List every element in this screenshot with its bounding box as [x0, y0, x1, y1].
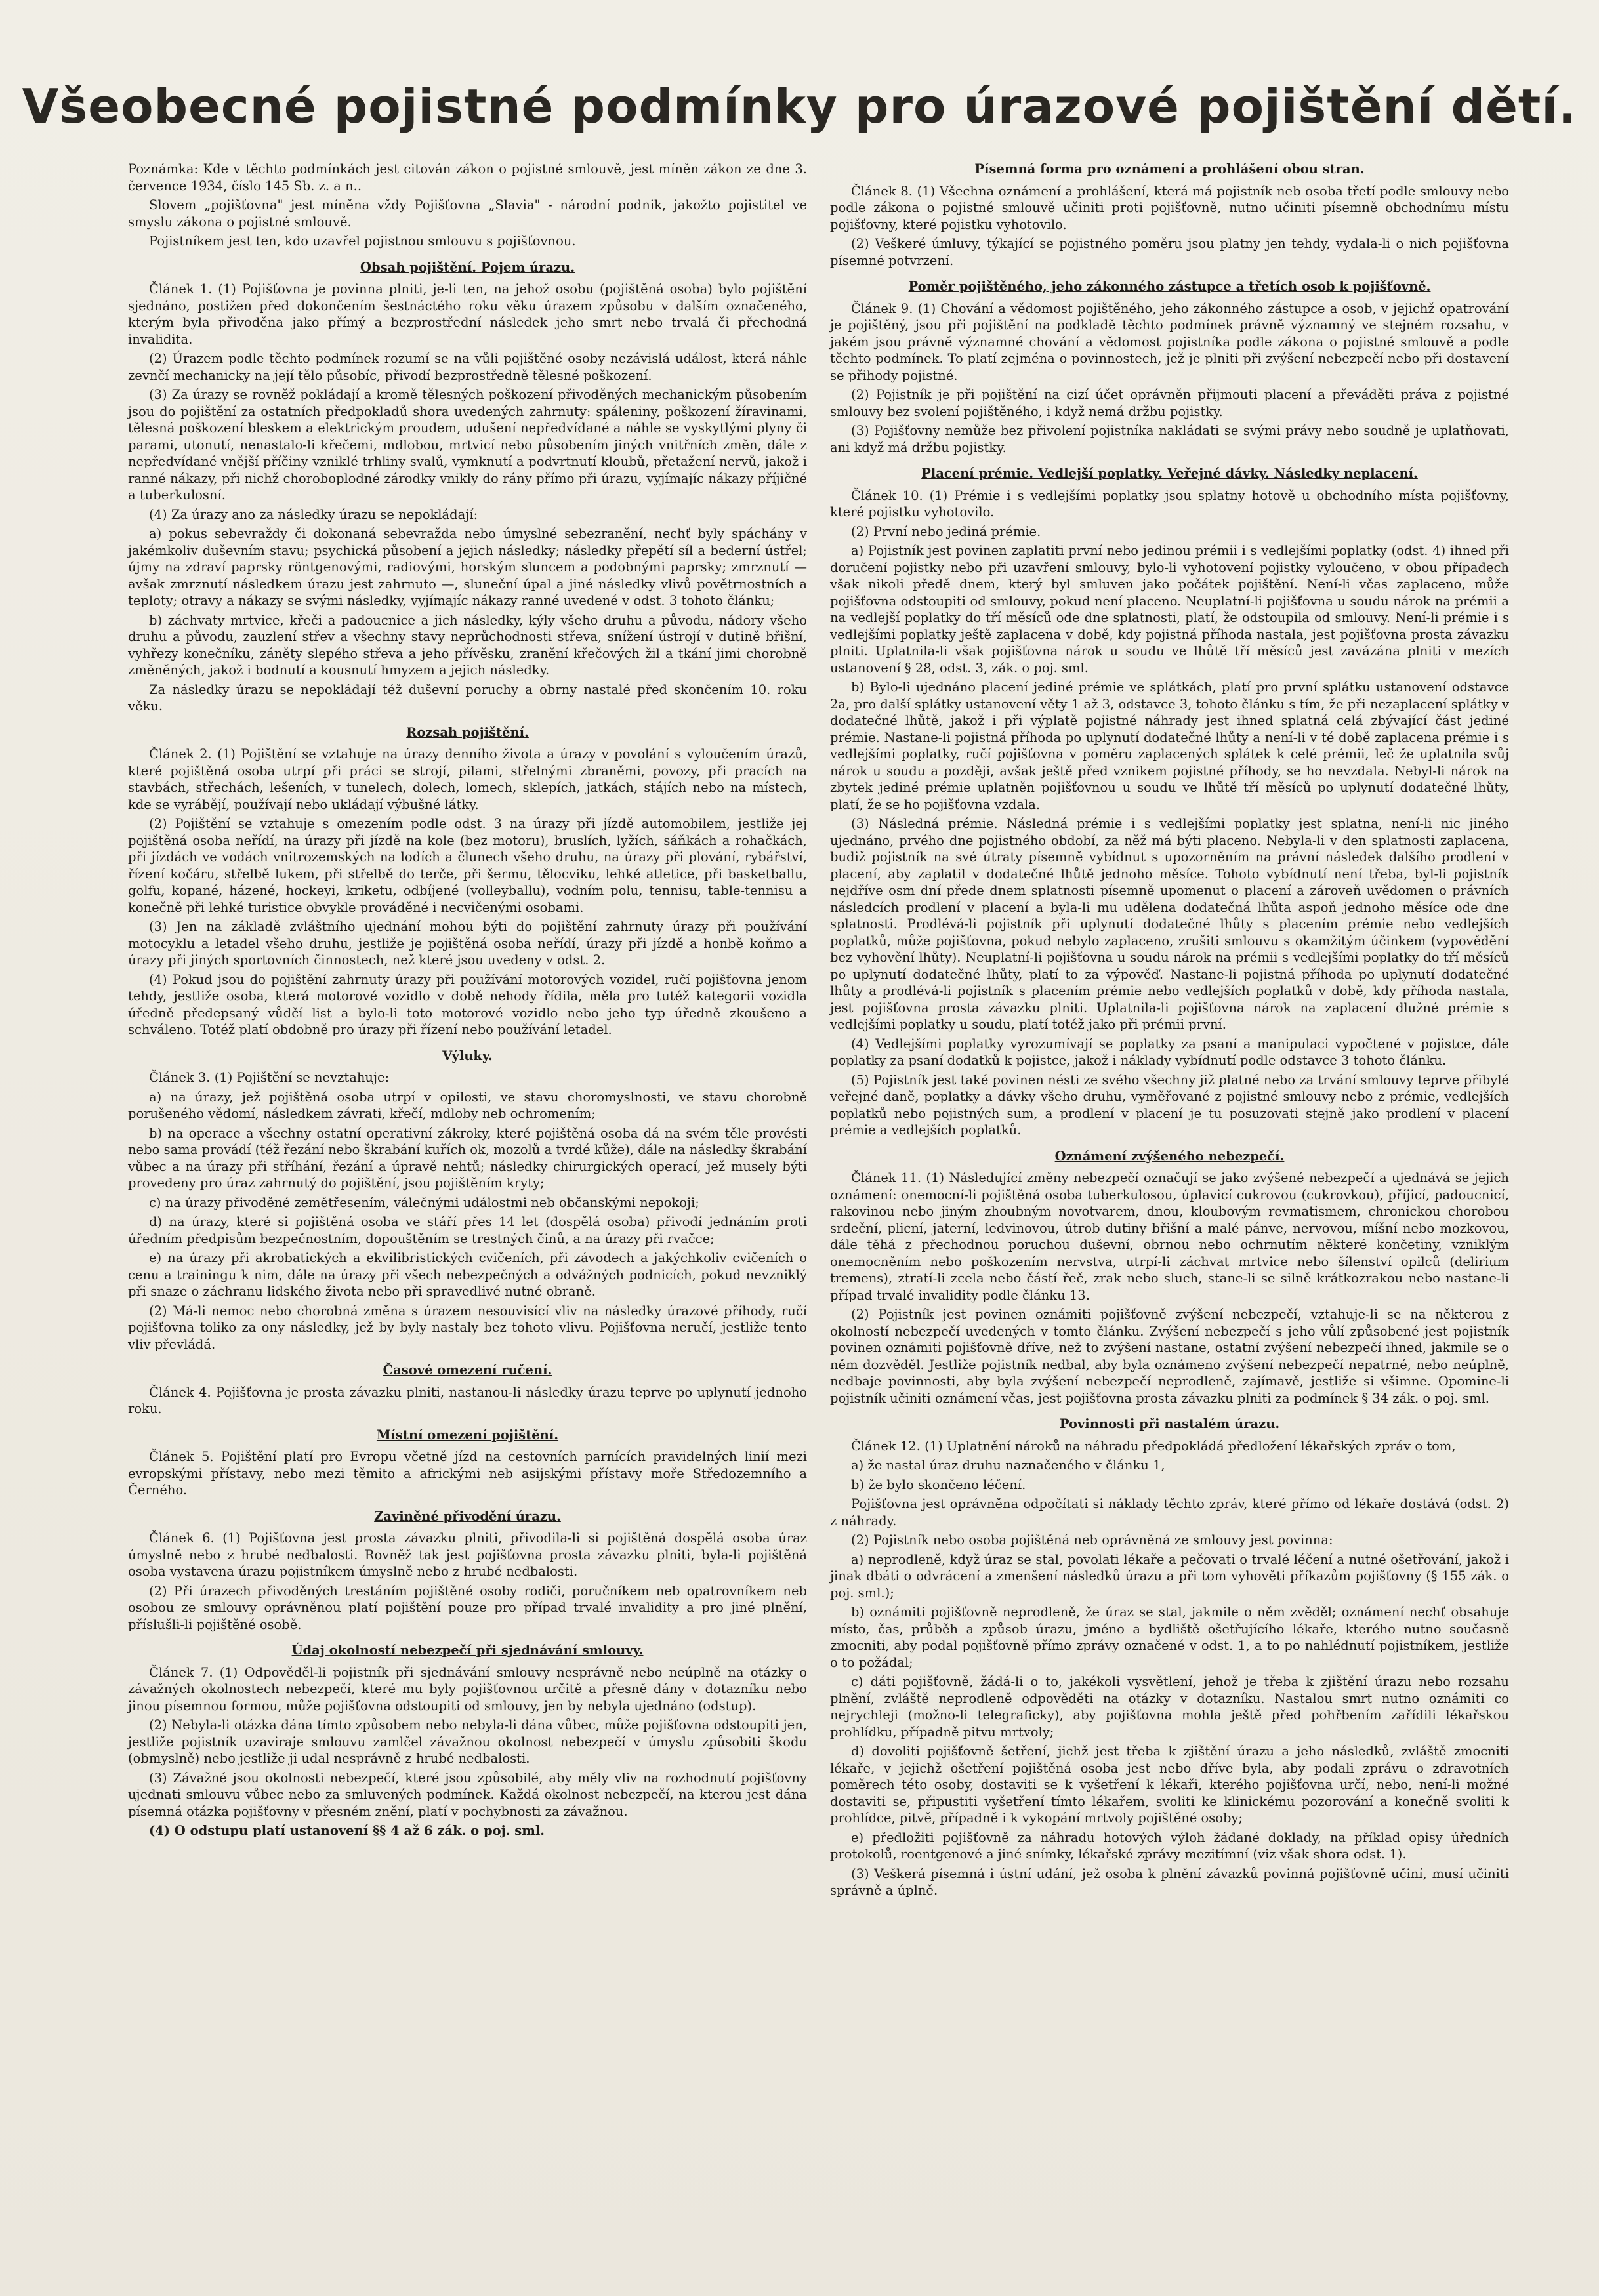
article-paragraph: Článek 9. (1) Chování a vědomost pojištěného, jeho zákonného zástupce a osob, v jejichž opatrování je pojištěný, jsou při pojištění na podkladě těchto podmínek právně významný ve stejném rozsahu, v jakém jsou právně významné chování a vědomost pojistníka podle zákona o pojistné smlouvě a podle těchto podmínek. To platí zejména o povinnostech, jež je plniti při zvýšení nebezpečí nebo při dostavení se přihody pojistné. [830, 300, 1509, 383]
section-heading: Rozsah pojištění. [406, 724, 529, 740]
article-paragraph: (3) Veškerá písemná i ústní udání, jež osoba k plnění závazků povinná pojišťovně učiní, musí učiniti správně a úplně. [830, 1866, 1509, 1898]
section-heading: Místní omezení pojištění. [376, 1427, 559, 1443]
right-column [830, 161, 1509, 1902]
article-paragraph: (4) Vedlejšími poplatky vyrozumívají se poplatky za psaní a manipulaci vypočtené v pojistce, dále poplatky za psaní dodatků k pojistce, jakož i náklady vybídnutí podle odstavce 3 tohoto článku. [830, 1036, 1509, 1068]
article-paragraph: Článek 2. (1) Pojištění se vztahuje na úrazy denního života a úrazy v povolání s vyloučením úrazů, které pojištěná osoba utrpí při práci se strojí, pilami, střelnými zbraněmi, povozy, při pracích na stavbách, střechách, lešeních, v tunelech, dolech, lomech, sklepích, jatkách, stájích nebo na místech, kde se vyrábějí, používají nebo ukládají výbušné látky. [128, 747, 807, 812]
article-paragraph: (2) Veškeré úmluvy, týkající se pojistného poměru jsou platny jen tehdy, vydala-li o nich pojišťovna písemné potvrzení. [830, 236, 1509, 268]
article-paragraph: Článek 7. (1) Odpověděl-li pojistník při sjednávání smlouvy nesprávně nebo neúplně na otázky o závažných okolnostech nebezpečí, které mu byly pojišťovnou určitě a přesně dány v dotazníku nebo jinou písemnou formou, může pojišťovna odstoupiti od smlouvy, jen by nebyla ujednáno (odstup). [128, 1664, 807, 1713]
article-paragraph: (2) První nebo jediná prémie. [851, 523, 1041, 539]
article-paragraph: a) že nastal úraz druhu naznačeného v článku 1, [851, 1458, 1165, 1473]
article-paragraph: a) Pojistník jest povinen zaplatiti první nebo jedinou prémii i s vedlejšími poplatky (odst. 4) ihned při doručení pojistky nebo při uzavření smlouvy, bylo-li vyhotovení pojistky vyloučeno, v obou případech však nikoli předě dnem, který byl smluven jako počátek pojištění. Není-li včas zaplaceno, může pojišťovna odstoupiti od smlouvy, pokud není placeno. Neuplatní-li pojišťovna u soudu nárok na prémii a na vedlejší poplatky do tří měsíců ode dne splatnosti, platí, že odstoupila od smlouvy. Není-li prémie i s vedlejšími poplatky ještě zaplacena v době, kdy pojistná příhoda nastala, jest pojišťovna prosta závazku plniti. Uplatnila-li však pojišťovna nárok u soudu ve lhůtě tří měsíců jest zavázána plniti v mezích ustanovení § 28, odst. 3, zák. o poj. sml. [830, 543, 1509, 676]
article-paragraph: e) předložiti pojišťovně za náhradu hotových výloh žádané doklady, na příklad opisy úředních protokolů, roentgenové a jiné snímky, lékařské zprávy mezitímní (viz však shora odst. 1). [830, 1830, 1509, 1862]
document-title: Všeobecné pojistné podmínky pro úrazové pojištění dětí. [22, 79, 1577, 134]
article-paragraph: Článek 4. Pojišťovna je prosta závazku plniti, nastanou-li následky úrazu teprve po uplynutí jednoho roku. [128, 1384, 807, 1416]
section-heading: Časové omezení ručení. [383, 1363, 552, 1378]
article-paragraph: d) na úrazy, které si pojištěná osoba ve stáří přes 14 let (dospělá osoba) přivodí jednáním proti úředním předpisům bezpečnostním, dopouštěním se trestných činů, a na úrazy při rvačce; [128, 1214, 807, 1246]
article-paragraph: (4) Za úrazy ano za následky úrazu se nepokládají: [149, 506, 478, 522]
article-paragraph: d) dovoliti pojišťovně šetření, jichž jest třeba k zjištění úrazu a jeho následků, zvláště zmocniti lékaře, v jejichž ošetření pojištěná osoba jest nebo dříve byla, aby podali zprávu o zdravotních poměrech této osoby, dostaviti se k vyšetření k lékaři, kterého pojišťovna určí, nebo, není-li možné dostaviti se, připustiti vyšetření tímto lékařem, svoliti ke klinickému pozorování a konečně svoliti k prohlídce, pitvě, případně i k vykopání mrtvoly pojištěné osoby; [830, 1744, 1509, 1826]
article-paragraph: b) záchvaty mrtvice, křeči a padoucnice a jich následky, kýly všeho druhu a původu, nádory všeho druhu a původu, zauzlení střev a všechny stavy neprůchodnosti střeva, snížení ústrojí v dutině břišní, vyhřezy konečníku, záněty slepého střeva a jeho přívěsku, zranění křečových žil a tkání jimi chorobně změněných, jakož i bodnutí a kousnutí hmyzem a jejich následky. [128, 612, 807, 678]
article-paragraph: (3) Následná prémie. Následná prémie i s vedlejšími poplatky jest splatna, není-li nic jiného ujednáno, prvého dne pojistného období, za něž má býti placeno. Nebyla-li v den splatnosti zaplacena, budiž pojistník na své útraty písemně vybídnut s upozorněním na právní následek dalšího prodlení v placení, aby zaplatil v dodatečné lhůtě jednoho měsíce. Tohoto vybídnutí není třeba, byl-li pojistník nejdříve osm dní přede dnem splatnosti písemně upomenut o placení a zároveň uvědomen o právních následcích prodlení v placení a byla-li mu udělena dodatečná lhůta aspoň jednoho měsíce ode dne splatnosti. Prodlévá-li pojistník při uplynutí dodatečné lhůty s placením prémie nebo vedlejších poplatků, může pojišťovna, pokud nebylo zaplaceno, zrušiti smlouvu s okamžitým účinkem (vypovědění bez vyhovění lhůty). Neuplatní-li pojišťovna u soudu nárok na prémii s vedlejšími poplatky do tří měsíců po uplynutí dodatečné lhůty, platí to za výpověď. Nastane-li pojistná příhoda po uplynutí dodatečné lhůty a prodlévá-li pojistník s placením prémie nebo vedlejších poplatků v době, kdy příhoda nastala, jest pojišťovna prosta závazku plniti. Uplatnila-li pojišťovna nárok na zaplacení dlužné prémie s vedlejšími poplatky u soudu, platí totéž jako při prémii první. [830, 816, 1509, 1032]
article-paragraph: Článek 8. (1) Všechna oznámení a prohlášení, která má pojistník neb osoba třetí podle smlouvy nebo podle zákona o pojistné smlouvě učiniti proti pojišťovně, nutno učiniti písemně obchodnímu místu pojišťovny, které pojistku vyhotovilo. [830, 183, 1509, 232]
article-paragraph: (3) Jen na základě zvláštního ujednání mohou býti do pojištění zahrnuty úrazy při používání motocyklu a letadel všeho druhu, jestliže je pojištěná osoba neřídí, úrazy při jízdě a honbě koňmo a úrazy při jiných sportovních činnostech, než které jsou uvedeny v odst. 2. [128, 919, 807, 968]
article-paragraph: (3) Za úrazy se rovněž pokládají a kromě tělesných poškození přivoděných mechanickým působením jsou do pojištění za ostatních předpokladů shora uvedených zahrnuty: spáleniny, poškození žíravinami, tělesná poškození bleskem a elektrickým proudem, udušení nepředvídané a náhle se vyskytlými plyny či parami, utonutí, nenastalo-li křečemi, mdlobou, mrtvicí nebo působením jiných vnitřních změn, dále z nepředvídané vnější příčiny vzniklé trhliny svalů, vymknutí a podvrtnutí kloubů, přetažení nervů, jakož i ranné nákazy, při nichž choroboplodné zárodky vnikly do rány přímo při úrazu, vyjímajíc nákazy příjičné a tuberkulosní. [128, 387, 807, 502]
article-paragraph: (3) Závažné jsou okolnosti nebezpečí, které jsou způsobilé, aby měly vliv na rozhodnutí pojišťovny ujednati smlouvu vůbec nebo za smluvených podmínek. Každá okolnost nebezpečí, na kterou jest dána písemná otázka pojišťovny v přesném znění, platí v pochybnosti za závažnou. [128, 1770, 807, 1819]
section-heading: Oznámení zvýšeného nebezpečí. [1054, 1148, 1285, 1164]
section-heading: Obsah pojištění. Pojem úrazu. [360, 259, 575, 275]
article-paragraph: (3) Pojišťovny nemůže bez přivolení pojistníka nakládati se svými právy nebo soudně je uplatňovati, ani když má držbu pojistky. [830, 423, 1509, 455]
article-paragraph: c) na úrazy přivoděné zemětřesením, válečnými událostmi neb občanskými nepokoji; [149, 1195, 699, 1210]
article-paragraph: (2) Má-li nemoc nebo chorobná změna s úrazem nesouvisící vliv na následky úrazové příhody, ručí pojišťovna toliko za ony následky, jež by byly nastaly bez tohoto vlivu. Pojišťovna neručí, jestliže tento vliv převládá. [128, 1303, 807, 1352]
note-paragraph: Slovem „pojišťovna" jest míněna vždy Pojišťovna „Slavia" - národní podnik, jakožto pojistitel ve smyslu zákona o pojistné smlouvě. [128, 197, 807, 230]
article-paragraph: (2) Úrazem podle těchto podmínek rozumí se na vůli pojištěné osoby nezávislá událost, která náhle zevnčí mechanicky na její tělo působíc, přivodí bezprostředně tělesné poškození. [128, 351, 807, 383]
article-paragraph: Článek 12. (1) Uplatnění nároků na náhradu předpokládá předložení lékařských zpráv o tom, [851, 1438, 1456, 1454]
section-heading: Výluky. [442, 1048, 493, 1063]
article-paragraph: Článek 10. (1) Prémie i s vedlejšími poplatky jsou splatny hotově u obchodního místa pojišťovny, které pojistku vyhotovilo. [830, 487, 1509, 520]
article-paragraph: b) na operace a všechny ostatní operativní zákroky, které pojištěná osoba dá na svém těle provésti nebo sama provádí (též řezání nebo škrabání kuřích ok, mozolů a tvrdé kůže), dále na následky škrabání vůbec a na úrazy při stříhání, řezání a úpravě nehtů; následky chirurgických operací, jež musely býti provedeny pro úraz zahrnutý do pojištění, jsou pojištěním kryty; [128, 1125, 807, 1191]
article-paragraph: (2) Pojištění se vztahuje s omezením podle odst. 3 na úrazy při jízdě automobilem, jestliže jej pojištěná osoba neřídí, na úrazy při jízdě na kole (bez motoru), bruslích, lyžích, sáňkách a rohačkách, při jízdách ve vodách vnitrozemských na lodích a člunech všeho druhu, na úrazy při plování, rybářství, řízení kočáru, střelbě lukem, při střelbě do terče, při šermu, tělocviku, lehké atletice, při basketballu, golfu, kopané, házené, hockeyi, kriketu, odbíjené (volleyballu), vodním polu, tennisu, table-tennisu a konečně při lehké turistice obvykle prováděné i necvičenými osobami. [128, 816, 807, 915]
article-paragraph: Článek 3. (1) Pojištění se nevztahuje: [149, 1070, 390, 1085]
article-paragraph: Za následky úrazu se nepokládají též duševní poruchy a obrny nastalé před skončením 10. roku věku. [128, 682, 807, 714]
article-paragraph: (4) O odstupu platí ustanovení §§ 4 až 6 zák. o poj. sml. [149, 1823, 545, 1838]
article-paragraph: Článek 1. (1) Pojišťovna je povinna plniti, je-li ten, na jehož osobu (pojištěná osoba) bylo pojištění sjednáno, postižen před dokončením šestnáctého roku věku úrazem způsobu v dalším označeného, kterým byla přivoděna jako přímý a bezprostřední následek jeho smrt nebo trvalá či přechodná invalidita. [128, 281, 807, 347]
article-paragraph: b) že bylo skončeno léčení. [851, 1477, 1026, 1492]
article-paragraph: (4) Pokud jsou do pojištění zahrnuty úrazy při používání motorových vozidel, ručí pojišťovna jenom tehdy, jestliže osoba, která motorové vozidlo v době nehody řídila, měla pro tutéž kategorii vozidla úředně předepsaný vůdčí list a bylo-li toto motorové vozidlo nebo jeho typ úředně zkoušeno a schváleno. Totéž platí obdobně pro úrazy při řízení nebo používání letadel. [128, 972, 807, 1037]
section-heading: Placení prémie. Vedlejší poplatky. Veřejné dávky. Následky neplacení. [921, 466, 1418, 481]
section-heading: Písemná forma pro oznámení a prohlášení obou stran. [974, 161, 1365, 176]
article-paragraph: Článek 11. (1) Následující změny nebezpečí označují se jako zvýšené nebezpečí a ujednává se jejich oznámení: onemocní-li pojištěná osoba tuberkulosou, úplavicí cukrovou (cukrovkou), příjicí, padoucnicí, rakovinou nebo jiným zhoubným novotvarem, dnou, kloubovým revmatismem, chronickou chorobou srdeční, plicní, jaterní, ledvinovou, útrob dutiny břišní a malé pánve, nervovou, míšní nebo mozkovou, dále těhá z přechodnou poruchou duševní, obrnou nebo ochrnutím některé končetiny, vzniklým onemocněním nebo poškozením nervstva, utrpí-li záchvat mrtvice nebo šílenství opilců (delirium tremens), ztratí-li zcela nebo částí řeč, zrak nebo sluch, stane-li se silně krátkozrakou nebo nastane-li případ trvalé invalidity podle článku 13. [830, 1170, 1509, 1303]
article-paragraph: (2) Při úrazech přivoděných trestáním pojištěné osoby rodiči, poručníkem neb opatrovníkem neb osobou ze smlouvy oprávněnou platí pojištění pouze pro případ trvalé invalidity a pro jiné plnění, příslušli-li pojištěné osobě. [128, 1583, 807, 1632]
article-paragraph: c) dáti pojišťovně, žádá-li o to, jakékoli vysvětlení, jehož je třeba k zjištění úrazu nebo rozsahu plnění, zvláště neprodleně odpověděti na otázky v dotazníku. Nastalou smrt nutno oznámiti co nejrychleji (možno-li telegraficky), aby pojišťovna mohla ještě před pohřbením zařídili lékařskou prohlídku, případně pitvu mrtvoly; [830, 1674, 1509, 1740]
article-paragraph: (2) Pojistník jest povinen oznámiti pojišťovně zvýšení nebezpečí, vztahuje-li se na některou z okolností nebezpečí uvedených v tomto článku. Zvýšení nebezpečí s jeho vůlí způsobené jest pojistník povinen oznámiti pojišťovně dříve, než to zvýšení nastane, ostatní zvýšení nebezpečí ihned, jakmile se o něm dozvěděl. Jestliže pojistník nedbal, aby byla oznámeno zvýšení nebezpečí nepatrné, nebo neúplně, nedbaje povinnosti, aby byla zvýšení nebezpečí neprodleně, zajímavě, jestliže si všimne. Opomine-li pojistník učiniti oznámení včas, jest pojišťovna prosta závazku plniti za podmínek § 34 zák. o poj. sml. [830, 1307, 1509, 1406]
article-paragraph: (2) Pojistník nebo osoba pojištěná neb oprávněná ze smlouvy jest povinna: [851, 1532, 1333, 1548]
article-paragraph: (5) Pojistník jest také povinen nésti ze svého všechny již platné nebo za trvání smlouvy teprve přibylé veřejné daně, poplatky a dávky všeho druhu, vyměřované z pojistné smlouvy nebo z prémie, vedlejších poplatků nebo pojistných sum, a prodlení v placení je tu posuzovati stejně jako prodlení v placení prémie a vedlejších poplatků. [830, 1072, 1509, 1138]
note-paragraph: Pojistníkem jest ten, kdo uzavřel pojistnou smlouvu s pojišťovnou. [149, 234, 576, 249]
article-paragraph: Pojišťovna jest oprávněna odpočítati si náklady těchto zpráv, které přímo od lékaře dostává (odst. 2) z náhrady. [830, 1496, 1509, 1528]
note-paragraph: Poznámka: Kde v těchto podmínkách jest citován zákon o pojistné smlouvě, jest míněn zákon ze dne 3. července 1934, číslo 145 Sb. z. a n.. [128, 161, 807, 194]
article-paragraph: a) neprodleně, když úraz se stal, povolati lékaře a pečovati o trvalé léčení a nutné ošetřování, jakož i jinak dbáti o odvrácení a zmenšení následků úrazu a při tom vyhověti příkazům pojišťovny (§ 155 zák. o poj. sml.); [830, 1551, 1509, 1601]
section-heading: Poměr pojištěného, jeho zákonného zástupce a třetích osob k pojišťovně. [908, 279, 1431, 294]
article-paragraph: e) na úrazy při akrobatických a ekvilibristických cvičeních, při závodech a jakýchkoliv cvičeních o cenu a trainingu k nim, dále na úrazy při všech nebezpečných a odvážných podnicích, pokud nevzniklý při snaze o záchranu lidského života nebo při spravedlivé nutné obraně. [128, 1250, 807, 1299]
article-paragraph: Článek 5. Pojištění platí pro Evropu včetně jízd na cestovních parnících pravidelných linií mezi evropskými přístavy, nebo mezi těmito a africkými neb asijskými přístavy moře Středozemního a Černého. [128, 1449, 807, 1498]
article-paragraph: a) pokus sebevraždy či dokonaná sebevražda nebo úmyslné sebezranění, nechť byly spáchány v jakémkoliv duševním stavu; psychická působení a jejich následky; následky přepětí síl a bederní ústřel; újmy na zdraví paprsky röntgenovými, radiovými, horským sluncem a podobnými paprsky; zmrznutí — avšak zmrznutí následkem úrazu jest zahrnuto —, sluneční úpal a jiné následky vlivů povětrnostních a teploty; otravy a nákazy se svými následky, vyjímajíc nákazy ranné uvedené v odst. 3 tohoto článku; [128, 526, 807, 608]
left-column [128, 161, 807, 1842]
article-paragraph: b) Bylo-li ujednáno placení jediné prémie ve splátkách, platí pro první splátku ustanovení odstavce 2a, pro další splátky ustanovení věty 1 až 3, odstavce 3, tohoto článku s tím, že při nezaplacení splátky v dodatečné lhůtě, jakož i při výplatě pojistné náhrady jest ihned splatná celá zbývající část jediné prémie. Nastane-li pojistná příhoda po uplynutí dodatečné lhůty a není-li v té době zaplacena prémie i s vedlejšími poplatky, ručí pojišťovna v poměru zaplacených splátek k celé prémii, leč že uplatnila svůj nárok u soudu a později, avšak ještě před vznikem pojistné příhody, se ho nevzdala. Nebyl-li nárok na zbytek jediné prémie uplatněn pojišťovnou u soudu ve lhůtě tří měsíců po uplynutí dodatečné lhůty, platí, že se ho pojišťovna vzdala. [830, 680, 1509, 812]
section-heading: Údaj okolností nebezpečí při sjednávání smlouvy. [291, 1643, 644, 1658]
article-paragraph: (2) Nebyla-li otázka dána tímto způsobem nebo nebyla-li dána vůbec, může pojišťovna odstoupiti jen, jestliže pojistník uzaviraje smlouvu zamlčel závažnou okolnost nebezpečí v úmyslu způsobiti škodu (obmyslně) nebo jestliže ji udal nesprávně z hrubé nedbalosti. [128, 1717, 807, 1766]
section-heading: Povinnosti při nastalém úrazu. [1059, 1416, 1280, 1431]
article-paragraph: Článek 6. (1) Pojišťovna jest prosta závazku plniti, přivodila-li si pojištěná dospělá osoba úraz úmyslně nebo z hrubé nedbalosti. Rovněž tak jest pojišťovna prosta závazku plniti, byla-li pojištěná osoba vystavena úrazu pojistníkem úmyslně nebo z hrubé nedbalosti. [128, 1530, 807, 1579]
article-paragraph: (2) Pojistník je při pojištění na cizí účet oprávněn přijmouti placení a převáděti práva z pojistné smlouvy bez svolení pojištěného, i když nemá držbu pojistky. [830, 387, 1509, 419]
article-paragraph: a) na úrazy, jež pojištěná osoba utrpí v opilosti, ve stavu choromyslnosti, ve stavu chorobně porušeného vědomí, následkem závrati, křečí, mdloby neb ochromením; [128, 1089, 807, 1121]
article-paragraph: b) oznámiti pojišťovně neprodleně, že úraz se stal, jakmile o něm zvěděl; oznámení nechť obsahuje místo, čas, průběh a způsob úrazu, jméno a bydliště ošetřujícího lékaře, kterého nutno současně zmocniti, aby podal pojišťovně přímo zprávy označené v odst. 1, a to po nahlédnutí pojistníkem, jestliže o to požádal; [830, 1605, 1509, 1670]
section-heading: Zaviněné přivodění úrazu. [374, 1508, 561, 1524]
